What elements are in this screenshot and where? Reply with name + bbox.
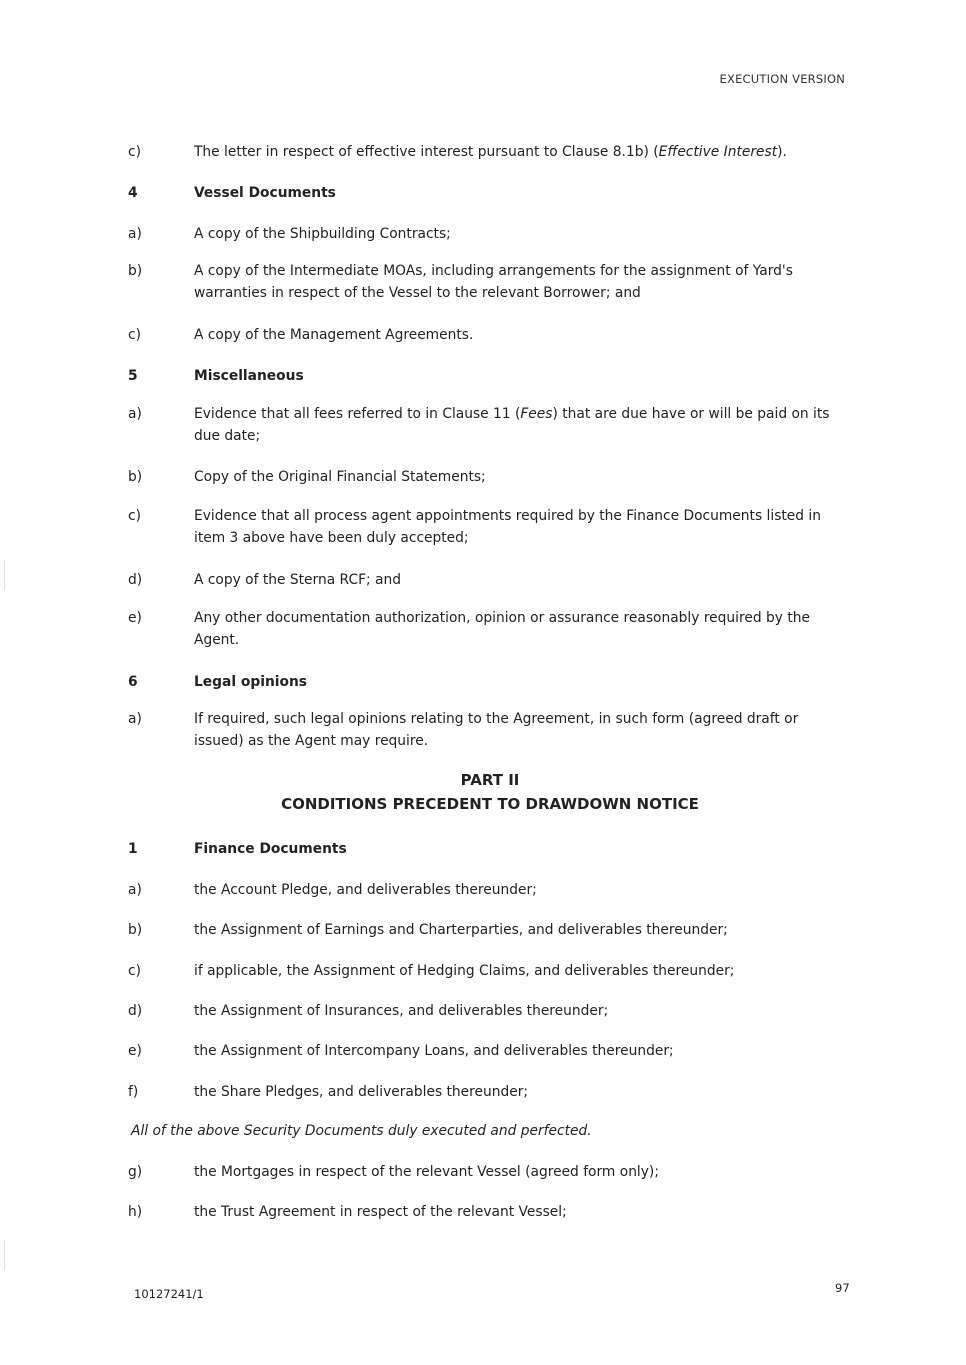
section-title: Miscellaneous [194, 368, 304, 384]
item-text: the Assignment of Intercompany Loans, and deliverables thereunder; [194, 1043, 674, 1059]
item-b-intermediate-moas [128, 260, 848, 304]
item-a-legal-opinions [128, 708, 848, 752]
item-label: c) [128, 508, 141, 524]
item-text: the Mortgages in respect of the relevant Vessel (agreed form only); [194, 1164, 659, 1180]
item-a-account-pledge [128, 879, 848, 901]
item-c-hedging-claims [128, 960, 848, 982]
item-label: f) [128, 1084, 139, 1100]
item-label: d) [128, 572, 143, 588]
item-text: A copy of the Management Agreements. [194, 327, 474, 343]
item-d-insurances [128, 1000, 848, 1022]
item-text: the Assignment of Earnings and Charterparties, and deliverables thereunder; [194, 922, 728, 938]
item-text: A copy of the Shipbuilding Contracts; [194, 226, 451, 242]
item-text: the Share Pledges, and deliverables thereunder; [194, 1084, 529, 1100]
part-title: CONDITIONS PRECEDENT TO DRAWDOWN NOTICE [281, 795, 699, 813]
section-number: 5 [128, 368, 138, 384]
section-title: Vessel Documents [194, 185, 336, 201]
item-label: d) [128, 1003, 143, 1019]
item-text: the Account Pledge, and deliverables thereunder; [194, 882, 537, 898]
item-d-sterna-rcf [128, 569, 848, 591]
section-heading-miscellaneous [128, 365, 848, 387]
item-label: e) [128, 610, 142, 626]
section-number: 4 [128, 185, 138, 201]
document-reference: 10127241/1 [134, 1287, 204, 1301]
item-text: Evidence that all fees referred to in Clause 11 (Fees) that are due have or will be paid on its due date; [194, 406, 830, 444]
item-text: Any other documentation authorization, opinion or assurance reasonably required by the Agent. [194, 610, 810, 648]
item-c-effective-interest [128, 141, 848, 163]
item-text: A copy of the Intermediate MOAs, including arrangements for the assignment of Yard's warranties in respect of the Vessel to the relevant Borrower; and [194, 263, 793, 301]
item-text: Copy of the Original Financial Statements; [194, 469, 486, 485]
item-text: Evidence that all process agent appointments required by the Finance Documents listed in item 3 above have been duly accepted; [194, 508, 821, 546]
item-label: a) [128, 406, 142, 422]
item-text: A copy of the Sterna RCF; and [194, 572, 402, 588]
item-label: a) [128, 226, 142, 242]
item-label: c) [128, 963, 141, 979]
item-b-financial-statements [128, 466, 848, 488]
part-number: PART II [460, 771, 520, 789]
item-label: b) [128, 263, 143, 279]
item-f-share-pledges [128, 1081, 848, 1103]
item-label: c) [128, 144, 141, 160]
item-e-intercompany-loans [128, 1040, 848, 1062]
section-heading-vessel-documents [128, 182, 848, 204]
item-label: h) [128, 1204, 143, 1220]
item-label: g) [128, 1164, 143, 1180]
section-title: Legal opinions [194, 674, 308, 690]
item-a-shipbuilding [128, 223, 848, 245]
security-documents-note: All of the above Security Documents duly executed and perfected. [131, 1123, 592, 1139]
item-label: e) [128, 1043, 142, 1059]
item-c-process-agent [128, 505, 848, 549]
page-number: 97 [835, 1281, 850, 1295]
item-text: if applicable, the Assignment of Hedging Claims, and deliverables thereunder; [194, 963, 735, 979]
item-text: the Assignment of Insurances, and deliverables thereunder; [194, 1003, 609, 1019]
item-label: b) [128, 469, 143, 485]
item-label: b) [128, 922, 143, 938]
item-text: the Trust Agreement in respect of the relevant Vessel; [194, 1204, 567, 1220]
item-label: a) [128, 711, 142, 727]
section-number: 6 [128, 674, 138, 690]
item-text: The letter in respect of effective interest pursuant to Clause 8.1b) (Effective Interest). [194, 144, 787, 160]
item-g-mortgages [128, 1161, 848, 1183]
item-text: If required, such legal opinions relating to the Agreement, in such form (agreed draft or issued) as the Agent may require. [194, 711, 799, 749]
item-label: a) [128, 882, 142, 898]
item-c-management [128, 324, 848, 346]
item-b-assignment-earnings [128, 919, 848, 941]
header-version: EXECUTION VERSION [719, 72, 845, 86]
item-h-trust-agreement [128, 1201, 848, 1223]
item-label: c) [128, 327, 141, 343]
section-heading-finance-documents [128, 838, 848, 860]
item-a-fees [128, 403, 848, 447]
scan-margin-mark [4, 1240, 5, 1270]
section-heading-legal-opinions [128, 671, 848, 693]
item-e-other-documentation [128, 607, 848, 651]
scan-margin-mark [4, 560, 5, 590]
section-number: 1 [128, 841, 138, 857]
section-title: Finance Documents [194, 841, 347, 857]
